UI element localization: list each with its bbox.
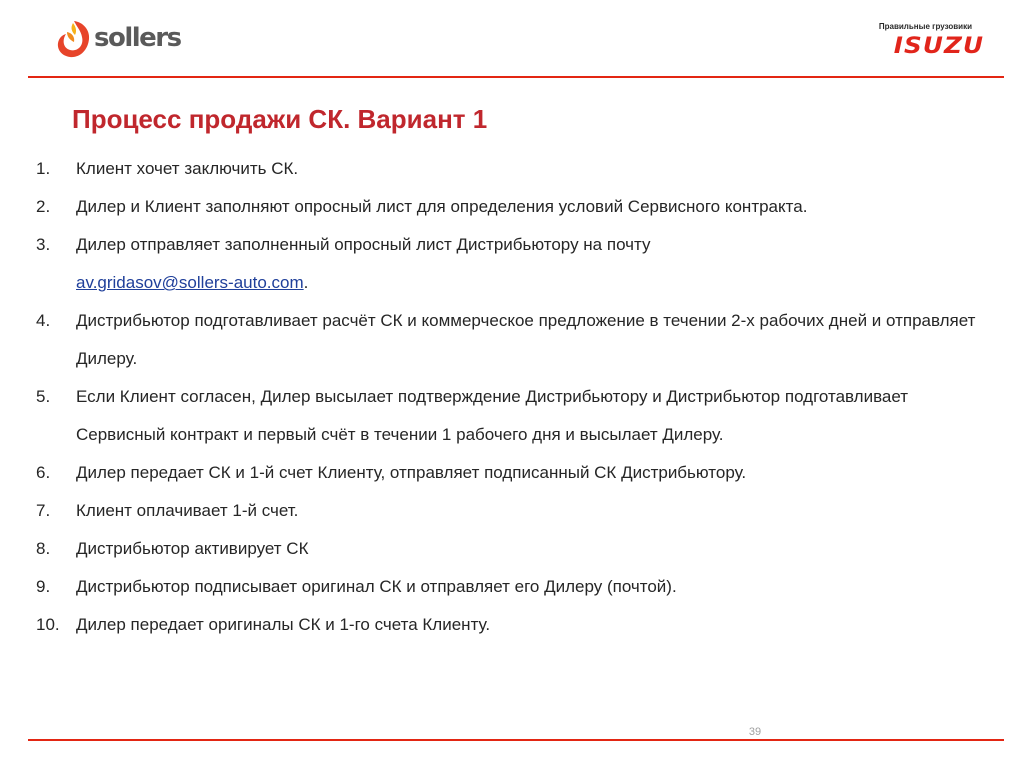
step-number: 1. (36, 159, 51, 178)
step-text: Дилер передает оригиналы СК и 1-го счета Клиенту. (76, 615, 491, 634)
step-number: 9. (36, 577, 51, 596)
step-text-before-email: Дилер отправляет заполненный опросный лист Дистрибьютору на почту (76, 235, 651, 254)
step-text: Дилер передает СК и 1-й счет Клиенту, отправляет подписанный СК Дистрибьютору. (76, 463, 747, 482)
step-item (36, 150, 996, 188)
step-item (36, 530, 996, 568)
footer-divider (28, 739, 1004, 741)
step-item (36, 188, 996, 226)
step-number: 8. (36, 539, 51, 558)
step-number: 5. (36, 387, 51, 406)
page-number: 39 (748, 726, 762, 738)
step-text: Дистрибьютор активирует СК (76, 539, 309, 558)
step-item (36, 568, 996, 606)
email-link[interactable]: av.gridasov@sollers-auto.com (76, 273, 304, 292)
step-number: 6. (36, 463, 51, 482)
step-number: 4. (36, 311, 51, 330)
isuzu-logo (879, 22, 984, 59)
step-number: 10. (36, 615, 60, 634)
step-item (36, 226, 996, 302)
isuzu-wordmark: ISUZU (893, 34, 984, 59)
step-item (36, 492, 996, 530)
step-text: Дилер и Клиент заполняют опросный лист для определения условий Сервисного контракта. (76, 197, 808, 216)
sollers-logo-text: sollers (94, 23, 181, 53)
step-number: 3. (36, 235, 51, 254)
sollers-logo-icon (52, 18, 94, 60)
step-item (36, 606, 996, 644)
steps-list (36, 150, 996, 644)
header-divider (28, 76, 1004, 78)
step-text: Клиент оплачивает 1-й счет. (76, 501, 299, 520)
step-item (36, 454, 996, 492)
step-item (36, 378, 996, 454)
step-text: Клиент хочет заключить СК. (76, 159, 299, 178)
slide-title: Процесс продажи СК. Вариант 1 (72, 104, 488, 134)
step-text-after-email: . (303, 273, 309, 292)
step-text (76, 226, 996, 302)
step-text: Дистрибьютор подписывает оригинал СК и отправляет его Дилеру (почтой). (76, 577, 677, 596)
step-number: 2. (36, 197, 51, 216)
isuzu-tagline: Правильные грузовики (878, 22, 972, 31)
step-text: Если Клиент согласен, Дилер высылает подтверждение Дистрибьютору и Дистрибьютор подготавливает Сервисный контракт и первый счёт в течении 1 рабочего дня и высылает Дилеру. (76, 387, 909, 444)
step-text: Дистрибьютор подготавливает расчёт СК и коммерческое предложение в течении 2-х рабочих дней и отправляет Дилеру. (76, 311, 976, 368)
step-number: 7. (36, 501, 51, 520)
step-item (36, 302, 996, 378)
sollers-logo (52, 18, 181, 60)
